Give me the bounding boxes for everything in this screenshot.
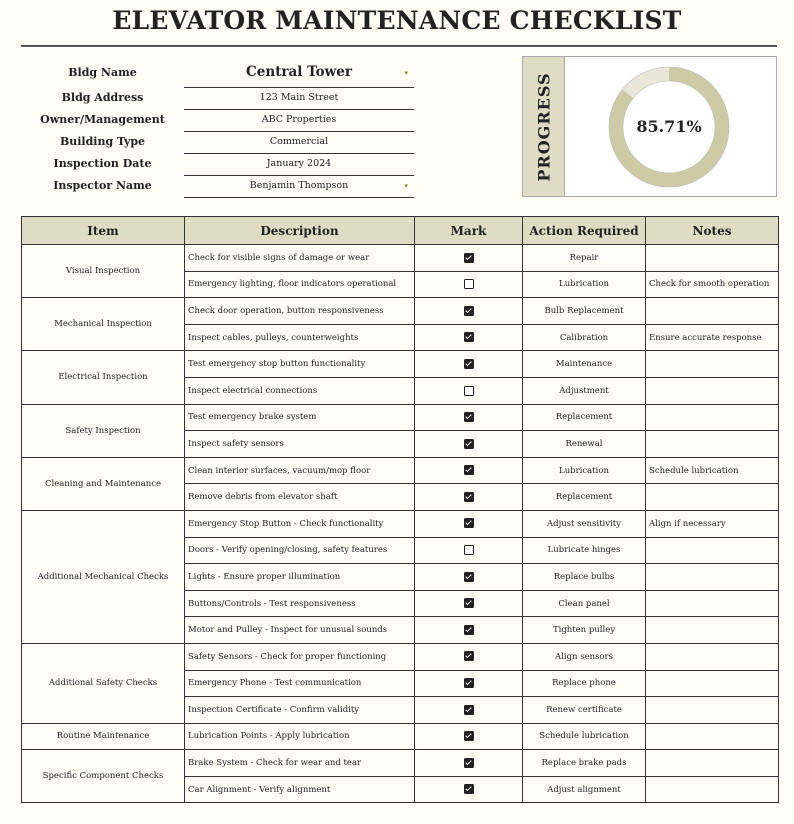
notes-cell[interactable]: Ensure accurate response [646, 324, 779, 351]
notes-cell[interactable] [646, 617, 779, 644]
description-cell: Inspect cables, pulleys, counterweights [185, 324, 415, 351]
action-cell: Replace phone [523, 670, 646, 697]
checked-checkbox[interactable] [464, 784, 474, 794]
description-cell: Test emergency stop button functionality [185, 351, 415, 378]
mark-cell [415, 404, 523, 431]
checked-checkbox[interactable] [464, 253, 474, 263]
description-cell: Check door operation, button responsiveness [185, 298, 415, 325]
mark-cell [415, 750, 523, 777]
notes-cell[interactable] [646, 245, 779, 272]
notes-cell[interactable] [646, 750, 779, 777]
item-cell: Mechanical Inspection [22, 298, 185, 351]
checked-checkbox[interactable] [464, 572, 474, 582]
item-cell: Additional Safety Checks [22, 643, 185, 723]
progress-label: PROGRESS [534, 71, 553, 182]
checked-checkbox[interactable] [464, 625, 474, 635]
column-header: Notes [646, 217, 779, 245]
item-cell: Specific Component Checks [22, 750, 185, 803]
description-cell: Remove debris from elevator shaft [185, 484, 415, 511]
mark-cell [415, 670, 523, 697]
checked-checkbox[interactable] [464, 651, 474, 661]
checked-checkbox[interactable] [464, 412, 474, 422]
info-value-field[interactable] [184, 131, 414, 154]
notes-cell[interactable] [646, 351, 779, 378]
notes-cell[interactable] [646, 404, 779, 431]
action-cell: Lubrication [523, 457, 646, 484]
item-cell: Routine Maintenance [22, 723, 185, 750]
mark-cell [415, 324, 523, 351]
info-value: Central Tower [246, 64, 352, 80]
checklist-table [21, 216, 779, 803]
description-cell: Inspect safety sensors [185, 431, 415, 458]
action-cell: Adjustment [523, 377, 646, 404]
unchecked-checkbox[interactable] [464, 279, 474, 289]
action-cell: Adjust sensitivity [523, 510, 646, 537]
table-row [22, 298, 779, 325]
column-header: Item [22, 217, 185, 245]
table-row [22, 457, 779, 484]
mark-cell [415, 697, 523, 724]
notes-cell[interactable] [646, 298, 779, 325]
description-cell: Inspect electrical connections [185, 377, 415, 404]
checked-checkbox[interactable] [464, 359, 474, 369]
description-cell: Inspection Certificate - Confirm validity [185, 697, 415, 724]
info-row [21, 87, 414, 109]
mark-cell [415, 510, 523, 537]
description-cell: Brake System - Check for wear and tear [185, 750, 415, 777]
checked-checkbox[interactable] [464, 306, 474, 316]
info-value: ABC Properties [261, 114, 337, 125]
info-row [21, 131, 414, 153]
progress-percent: 85.71% [636, 117, 702, 136]
mark-cell [415, 723, 523, 750]
item-cell: Visual Inspection [22, 245, 185, 298]
mark-cell [415, 271, 523, 298]
table-row [22, 351, 779, 378]
description-cell: Emergency lighting, floor indicators operational [185, 271, 415, 298]
notes-cell[interactable] [646, 590, 779, 617]
mark-cell [415, 351, 523, 378]
notes-cell[interactable] [646, 484, 779, 511]
action-cell: Replacement [523, 404, 646, 431]
dropdown-arrow-icon[interactable]: ▾ [404, 182, 408, 190]
unchecked-checkbox[interactable] [464, 545, 474, 555]
info-value: January 2024 [266, 158, 332, 169]
column-header: Description [185, 217, 415, 245]
progress-label-band [523, 57, 565, 196]
info-value-field[interactable] [184, 153, 414, 176]
description-cell: Doors - Verify opening/closing, safety features [185, 537, 415, 564]
info-value-field[interactable] [184, 87, 414, 110]
mark-cell [415, 776, 523, 803]
info-label: Inspector Name [53, 179, 152, 192]
checked-checkbox[interactable] [464, 598, 474, 608]
checked-checkbox[interactable] [464, 465, 474, 475]
notes-cell[interactable] [646, 564, 779, 591]
info-row [21, 58, 414, 87]
column-header: Mark [415, 217, 523, 245]
action-cell: Replace brake pads [523, 750, 646, 777]
table-row [22, 510, 779, 537]
mark-cell [415, 564, 523, 591]
description-cell: Lubrication Points - Apply lubrication [185, 723, 415, 750]
notes-cell[interactable] [646, 643, 779, 670]
action-cell: Lubricate hinges [523, 537, 646, 564]
action-cell: Tighten pulley [523, 617, 646, 644]
table-row [22, 643, 779, 670]
item-cell: Cleaning and Maintenance [22, 457, 185, 510]
info-label: Bldg Address [61, 91, 144, 104]
mark-cell [415, 457, 523, 484]
action-cell: Maintenance [523, 351, 646, 378]
info-row [21, 175, 414, 197]
description-cell: Test emergency brake system [185, 404, 415, 431]
action-cell: Clean panel [523, 590, 646, 617]
description-cell: Clean interior surfaces, vacuum/mop floor [185, 457, 415, 484]
checked-checkbox[interactable] [464, 518, 474, 528]
mark-cell [415, 537, 523, 564]
info-label: Building Type [59, 135, 146, 148]
action-cell: Replacement [523, 484, 646, 511]
table-header-row [22, 217, 779, 245]
description-cell: Safety Sensors - Check for proper functioning [185, 643, 415, 670]
checked-checkbox[interactable] [464, 705, 474, 715]
description-cell: Emergency Phone - Test communication [185, 670, 415, 697]
description-cell: Lights - Ensure proper illumination [185, 564, 415, 591]
action-cell: Renew certificate [523, 697, 646, 724]
mark-cell [415, 484, 523, 511]
description-cell: Buttons/Controls - Test responsiveness [185, 590, 415, 617]
checked-checkbox[interactable] [464, 678, 474, 688]
item-cell: Additional Mechanical Checks [22, 510, 185, 643]
notes-cell[interactable]: Schedule lubrication [646, 457, 779, 484]
mark-cell [415, 245, 523, 272]
action-cell: Lubrication [523, 271, 646, 298]
action-cell: Adjust alignment [523, 776, 646, 803]
action-cell: Renewal [523, 431, 646, 458]
mark-cell [415, 643, 523, 670]
mark-cell [415, 617, 523, 644]
action-cell: Repair [523, 245, 646, 272]
action-cell: Calibration [523, 324, 646, 351]
table-row [22, 245, 779, 272]
notes-cell[interactable] [646, 723, 779, 750]
description-cell: Car Alignment - Verify alignment [185, 776, 415, 803]
info-value-field[interactable] [184, 58, 414, 88]
unchecked-checkbox[interactable] [464, 386, 474, 396]
checked-checkbox[interactable] [464, 492, 474, 502]
info-label: Inspection Date [53, 157, 152, 170]
notes-cell[interactable] [646, 431, 779, 458]
action-cell: Align sensors [523, 643, 646, 670]
info-value-field[interactable] [184, 109, 414, 132]
notes-cell[interactable] [646, 537, 779, 564]
action-cell: Bulb Replacement [523, 298, 646, 325]
info-row [21, 109, 414, 131]
progress-panel [522, 56, 777, 197]
checked-checkbox[interactable] [464, 731, 474, 741]
column-header: Action Required [523, 217, 646, 245]
mark-cell [415, 590, 523, 617]
description-cell: Motor and Pulley - Inspect for unusual sounds [185, 617, 415, 644]
notes-cell[interactable] [646, 377, 779, 404]
action-cell: Replace bulbs [523, 564, 646, 591]
notes-cell[interactable] [646, 776, 779, 803]
mark-cell [415, 431, 523, 458]
table-row [22, 404, 779, 431]
title-divider [21, 45, 777, 47]
action-cell: Schedule lubrication [523, 723, 646, 750]
mark-cell [415, 298, 523, 325]
info-row [21, 153, 414, 175]
checked-checkbox[interactable] [464, 758, 474, 768]
notes-cell[interactable] [646, 697, 779, 724]
description-cell: Emergency Stop Button - Check functionality [185, 510, 415, 537]
table-row [22, 750, 779, 777]
info-value: 123 Main Street [259, 92, 339, 103]
info-label: Bldg Name [68, 66, 137, 79]
checked-checkbox[interactable] [464, 439, 474, 449]
info-label: Owner/Management [40, 113, 165, 126]
description-cell: Check for visible signs of damage or wear [185, 245, 415, 272]
page-title: ELEVATOR MAINTENANCE CHECKLIST [112, 6, 682, 35]
notes-cell[interactable] [646, 670, 779, 697]
item-cell: Safety Inspection [22, 404, 185, 457]
info-value: Commercial [269, 136, 329, 147]
info-value: Benjamin Thompson [249, 180, 349, 191]
mark-cell [415, 377, 523, 404]
dropdown-arrow-icon[interactable]: ▾ [404, 68, 408, 77]
table-row [22, 723, 779, 750]
item-cell: Electrical Inspection [22, 351, 185, 404]
notes-cell[interactable]: Align if necessary [646, 510, 779, 537]
info-value-field[interactable] [184, 175, 414, 198]
checked-checkbox[interactable] [464, 332, 474, 342]
notes-cell[interactable]: Check for smooth operation [646, 271, 779, 298]
